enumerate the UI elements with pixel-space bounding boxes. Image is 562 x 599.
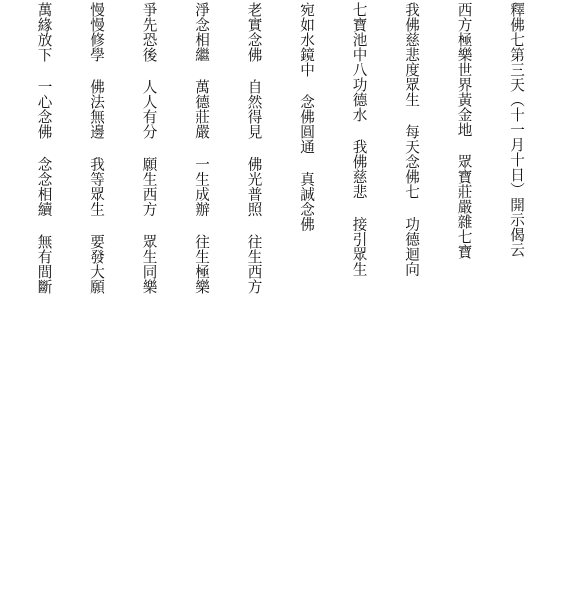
manuscript-column: 爭先恐後 人人有分 願生西方 眾生同樂 [140,2,158,295]
manuscript-column: 七寶池中八功德水 我佛慈悲 接引眾生 [350,2,368,277]
manuscript-column: 釋佛七第三天（十一月十日）開示偈云 [508,2,525,257]
manuscript-column: 老實念佛 自然得見 佛光普照 往生西方 [245,2,263,295]
manuscript-column: 我佛慈悲度眾生 每天念佛七 功德迴向 [403,2,420,277]
handwritten-manuscript [2,2,560,597]
manuscript-column: 慢慢修學 佛法無邊 我等眾生 要發大願 [88,2,105,295]
manuscript-column: 西方極樂世界黃金地 眾寶莊嚴雜七寶 [455,2,473,260]
manuscript-column: 萬緣放下 一心念佛 念念相續 無有間斷 [35,2,53,295]
manuscript-column: 淨念相繼 萬德莊嚴 一生成辦 往生極樂 [193,2,210,295]
manuscript-column: 宛如水鏡中 念佛圓通 真誠念佛 [298,2,315,232]
